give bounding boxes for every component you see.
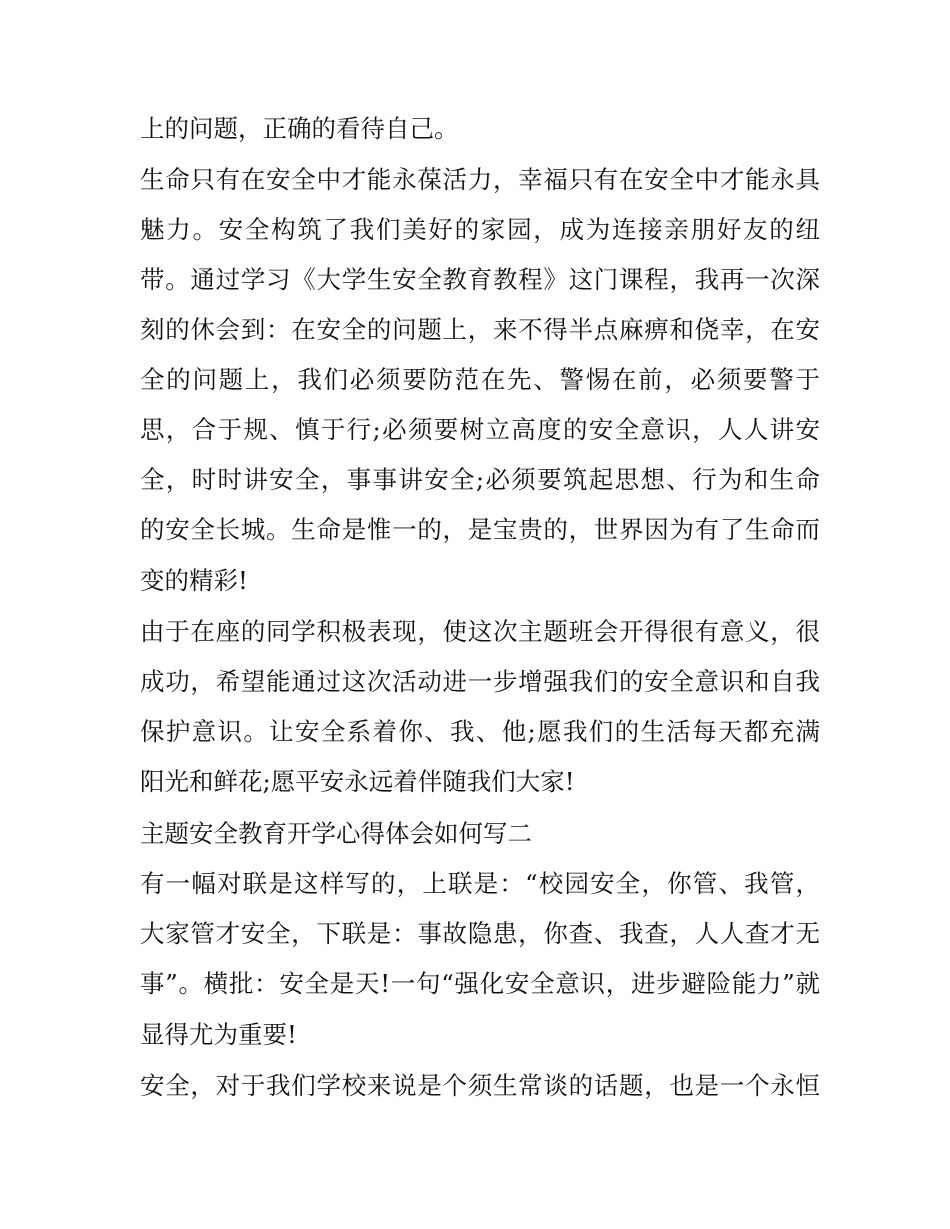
text-line: 的安全长城。生命是惟一的，是宝贵的，世界因为有了生命而 — [140, 515, 820, 544]
text-line: 事”。横批：安全是天!一句“强化安全意识，进步避险能力”就 — [140, 969, 820, 998]
text-line: 刻的休会到：在安全的问题上，来不得半点麻痹和侥幸，在安 — [140, 315, 820, 344]
text-line: 带。通过学习《大学生安全教育教程》这门课程，我再一次深 — [140, 265, 820, 294]
text-line: 阳光和鲜花;愿平安永远着伴随我们大家! — [140, 767, 575, 796]
text-line: 生命只有在安全中才能永葆活力，幸福只有在安全中才能永具 — [140, 165, 820, 194]
text-line: 魅力。安全构筑了我们美好的家园，成为连接亲朋好友的纽 — [140, 215, 820, 244]
text-line: 有一幅对联是这样写的，上联是：“校园安全，你管、我管， — [140, 869, 820, 898]
text-line: 变的精彩! — [140, 566, 248, 595]
text-line: 保护意识。让安全系着你、我、他;愿我们的生活每天都充满 — [140, 717, 820, 746]
text-line: 大家管才安全，下联是：事故隐患，你查、我查，人人查才无 — [140, 919, 820, 948]
text-line: 思，合于规、慎于行;必须要树立高度的安全意识，人人讲安 — [140, 415, 820, 444]
section-heading: 主题安全教育开学心得体会如何写二 — [140, 819, 532, 848]
text-line: 上的问题，正确的看待自己。 — [140, 114, 459, 143]
text-line: 全的问题上，我们必须要防范在先、警惕在前，必须要警于 — [140, 365, 820, 394]
text-line: 成功，希望能通过这次活动进一步增强我们的安全意识和自我 — [140, 667, 820, 696]
text-line: 由于在座的同学积极表现，使这次主题班会开得很有意义，很 — [140, 617, 820, 646]
text-line: 安全，对于我们学校来说是个须生常谈的话题，也是一个永恒 — [140, 1071, 820, 1100]
text-line: 显得尤为重要! — [140, 1020, 297, 1049]
text-line: 全，时时讲安全，事事讲安全;必须要筑起思想、行为和生命 — [140, 465, 820, 494]
